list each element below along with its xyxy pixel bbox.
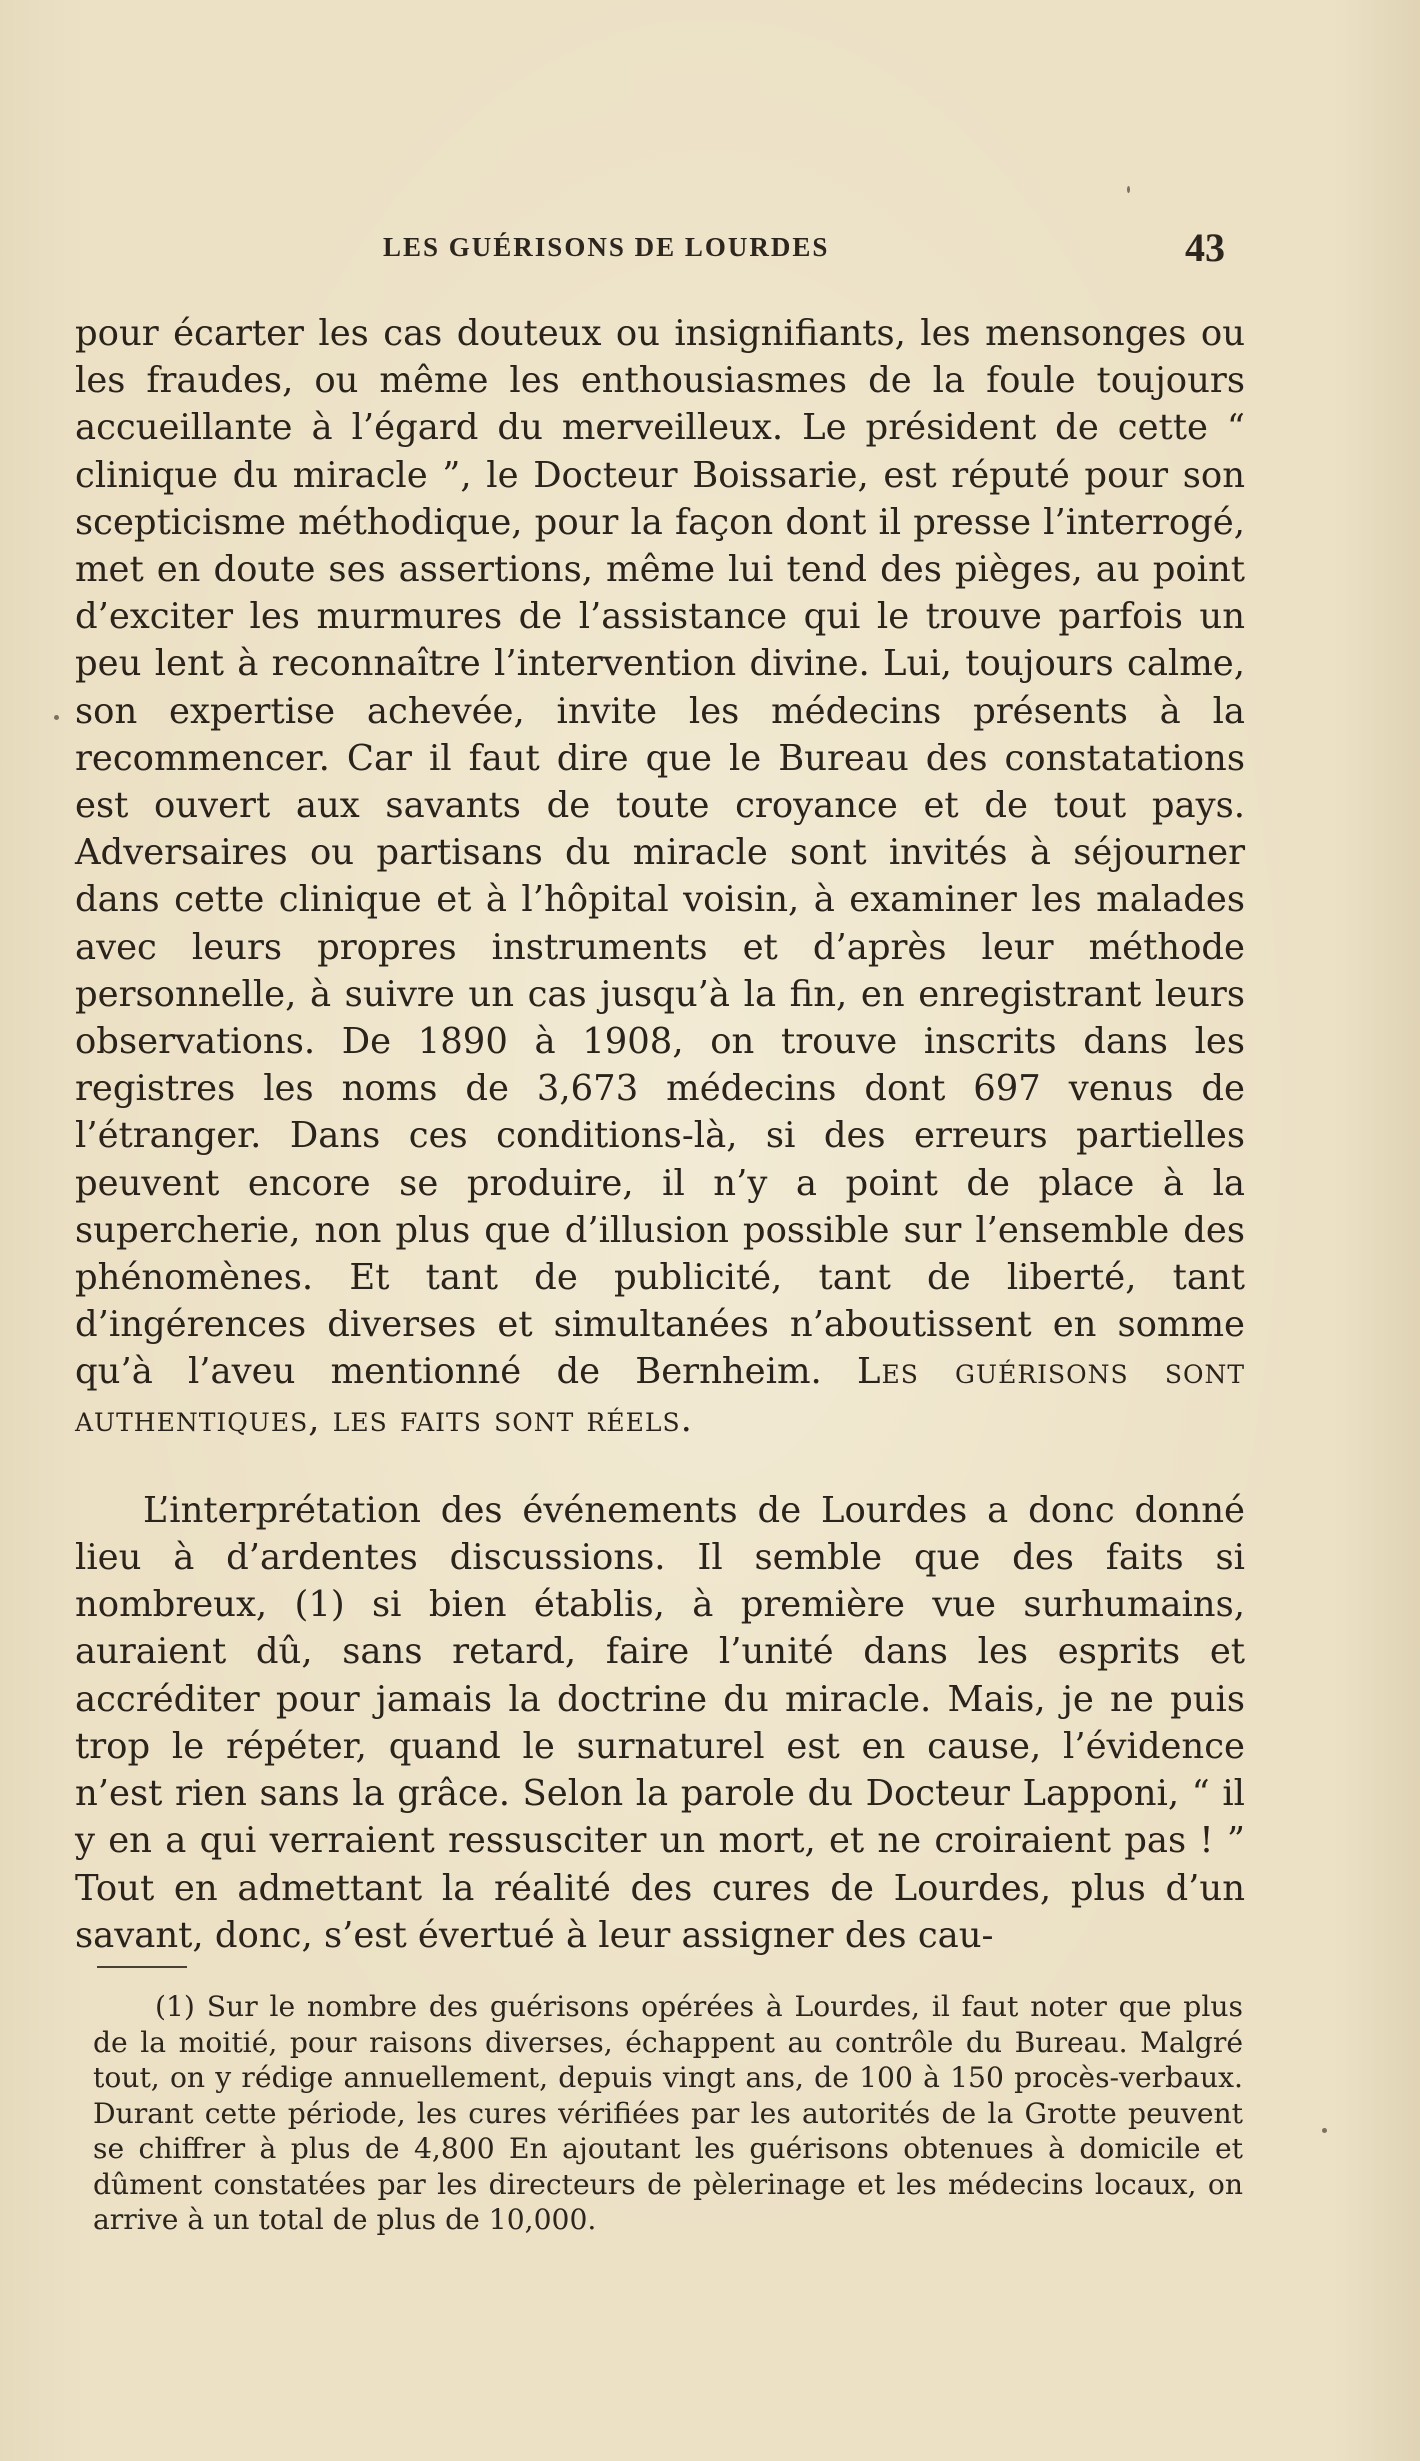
paper-speck — [54, 715, 59, 720]
footnote-text: (1) Sur le nombre des guérisons opérées à Lourdes, il faut noter que plus de la moitié, pour raisons diverses, échappent au contrôle du Bureau. Malgré tout, on y rédige annuellement, depuis vingt ans, de 100 à 150 procès-verbaux. Durant cette période, les cures vérifiées par les autorités de la Grotte peuvent se chiffrer à plus de 4,800 En ajoutant les guérisons obtenues à domicile et dûment constatées par les directeurs de pèlerinage et les médecins locaux, on arrive à un total de plus de 10,000. — [93, 1990, 1243, 2236]
page-number: 43 — [1185, 225, 1225, 270]
paragraph-1-conclusion: Les guérisons sont authentiques, les faits sont réels. — [75, 1351, 1246, 1440]
page-header — [0, 224, 1420, 284]
paragraph-2: L’interprétation des événements de Lourdes a donc donné lieu à d’ardentes discussions. Il semble que des faits si nombreux, (1) si bien établis, à première vue surhumains, auraient dû, sans retard, faire l’unité dans les esprits et accréditer pour jamais la doctrine du miracle. Mais, je ne puis trop le répéter, quand le surnaturel est en cause, l’évidence n’est rien sans la grâce. Selon la parole du Docteur Lapponi, “ il y en a qui verraient ressusciter un mort, et ne croiraient pas ! ” Tout en admettant la réalité des cures de Lourdes, plus d’un savant, donc, s’est évertué à leur assigner des cau- — [75, 1489, 1245, 1956]
footnote — [93, 1989, 1243, 2238]
paragraph-1-main-text: pour écarter les cas douteux ou insignifiants, les mensonges ou les fraudes, ou même les enthousiasmes de la foule toujours accueillante à l’égard du merveilleux. Le président de cette “ clinique du miracle ”, le Docteur Boissarie, est réputé pour son scepticisme méthodique, pour la façon dont il presse l’interrogé, met en doute ses assertions, même lui tend des pièges, au point d’exciter les murmures de l’assistance qui le trouve parfois un peu lent à reconnaître l’intervention divine. Lui, toujours calme, son expertise achevée, invite les médecins présents à la recommencer. Car il faut dire que le Bureau des constatations est ouvert aux savants de toute croyance et de tout pays. Adversaires ou partisans du miracle sont invités à séjourner dans cette clinique et à l’hôpital voisin, à examiner les malades avec leurs propres instruments et d’après leur méthode personnelle, à suivre un cas jusqu’à la fin, en enregistrant leurs observations. De 1890 à 1908, on trouve inscrits dans les registres les noms de 3,673 médecins dont 697 venus de l’étranger. Dans ces conditions-là, si des erreurs partielles peuvent encore se produire, il n’y a point de place à la supercherie, non plus que d’illusion possible sur l’ensemble des phénomènes. Et tant de publicité, tant de liberté, tant d’ingérences diverses et simultanées n’aboutissent en somme qu’à l’aveu mentionné de Bernheim. — [75, 313, 1245, 1393]
paper-speck — [1322, 2128, 1327, 2133]
paper-speck — [1127, 186, 1130, 193]
footnote-divider — [97, 1966, 187, 1968]
paragraph-1 — [75, 310, 1245, 1443]
running-title: LES GUÉRISONS DE LOURDES — [383, 232, 830, 262]
main-text — [75, 310, 1245, 1959]
